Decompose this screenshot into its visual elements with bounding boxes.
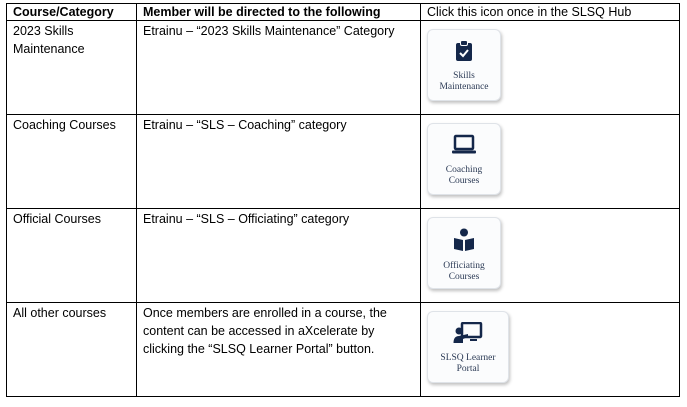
icon-cell (421, 21, 680, 115)
coaching-courses-button[interactable] (427, 123, 501, 195)
course-cell: Coaching Courses (7, 115, 137, 209)
header-member-directed: Member will be directed to the following (137, 4, 421, 21)
icon-label-line: Portal (456, 364, 480, 374)
direction-cell: Etrainu – “2023 Skills Maintenance” Category (137, 21, 421, 115)
presenter-board-icon (453, 322, 483, 344)
icon-label-line: Courses (448, 176, 480, 186)
icon-cell (421, 115, 680, 209)
reader-book-icon (452, 228, 476, 252)
skills-maintenance-button[interactable] (427, 29, 501, 101)
officiating-courses-label (428, 261, 500, 283)
table-header-row (7, 4, 680, 21)
icon-label-line: SLSQ Learner (440, 353, 496, 363)
table-row (7, 303, 680, 397)
course-cell: 2023 Skills Maintenance (7, 21, 137, 115)
icon-cell (421, 209, 680, 303)
direction-cell: Etrainu – “SLS – Coaching” category (137, 115, 421, 209)
slsq-learner-portal-button[interactable] (427, 311, 509, 383)
clipboard-check-icon (455, 40, 473, 62)
course-cell: All other courses (7, 303, 137, 397)
course-cell: Official Courses (7, 209, 137, 303)
header-course-category: Course/Category (7, 4, 137, 21)
table-row (7, 115, 680, 209)
icon-cell (421, 303, 680, 397)
icon-label-line: Coaching (445, 165, 483, 175)
coaching-courses-label (428, 165, 500, 187)
header-click-icon: Click this icon once in the SLSQ Hub (421, 4, 680, 21)
direction-cell: Once members are enrolled in a course, the content can be accessed in aXcelerate by clicking the “SLSQ Learner Portal” button. (137, 303, 421, 397)
skills-maintenance-label (428, 71, 500, 93)
laptop-icon (451, 134, 477, 156)
course-directory-table (6, 3, 680, 397)
icon-label-line: Courses (448, 272, 480, 282)
slsq-learner-portal-label (428, 353, 508, 375)
icon-label-line: Officiating (443, 261, 485, 271)
table-row (7, 21, 680, 115)
table-row (7, 209, 680, 303)
officiating-courses-button[interactable] (427, 217, 501, 289)
icon-label-line: Skills (453, 71, 475, 81)
icon-label-line: Maintenance (439, 82, 489, 92)
direction-cell: Etrainu – “SLS – Officiating” category (137, 209, 421, 303)
